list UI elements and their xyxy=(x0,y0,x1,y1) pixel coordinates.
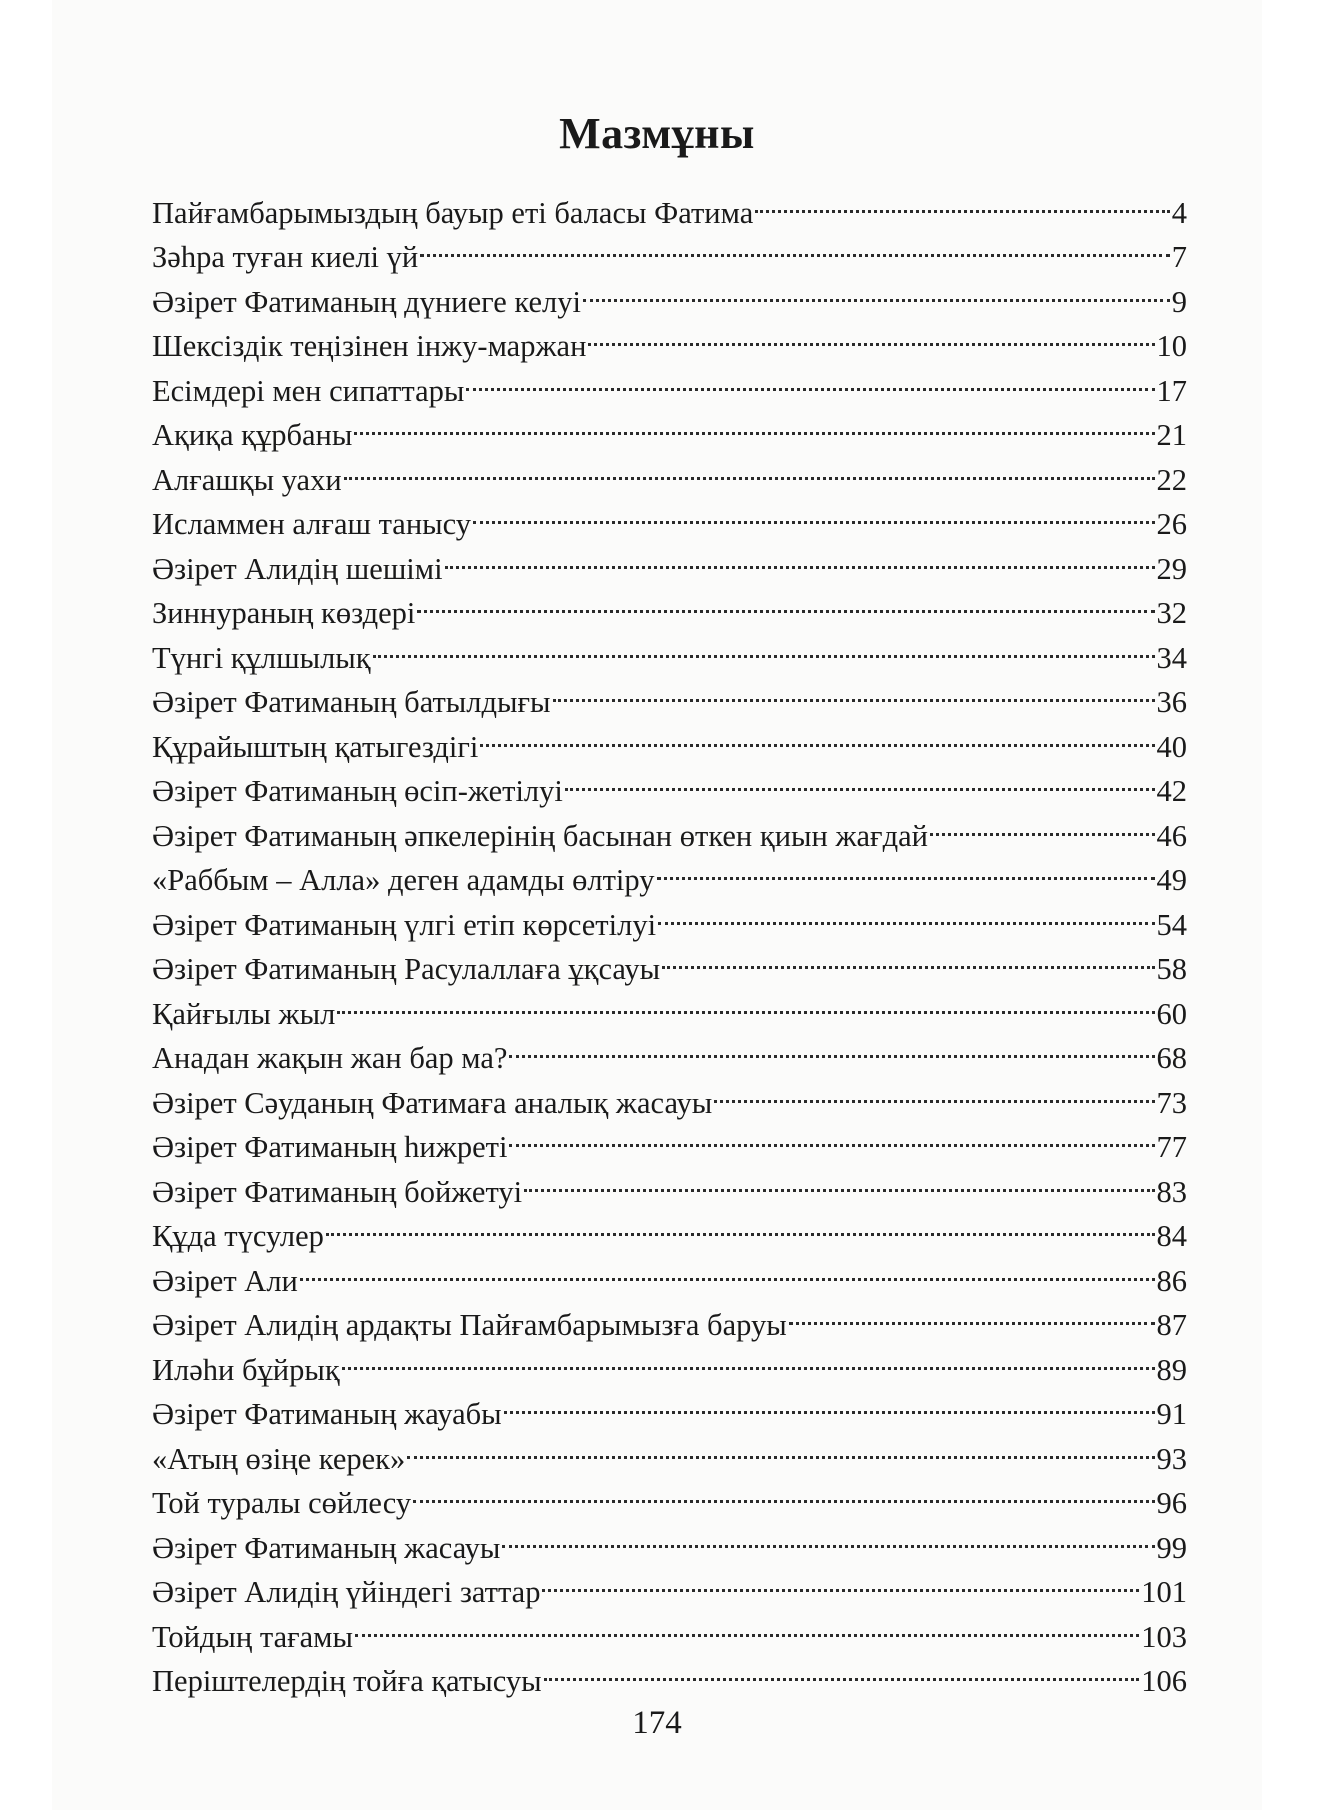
toc-entry-page: 49 xyxy=(1156,863,1187,897)
toc-entry xyxy=(152,1246,1187,1298)
dot-leader xyxy=(445,534,1155,579)
dot-leader xyxy=(588,312,1154,357)
dot-leader xyxy=(417,579,1154,624)
toc-entry-title: Анадан жақын жан бар ма? xyxy=(152,1041,508,1075)
toc-entry-title: «Раббым – Алла» деген адамды өлтіру xyxy=(152,863,655,897)
toc-entry-page: 7 xyxy=(1171,240,1187,274)
toc-entry-title: Әзірет Сәуданың Фатимаға аналық жасауы xyxy=(152,1085,713,1120)
toc-entry-title: Әзірет Фатиманың жауабы xyxy=(152,1397,502,1431)
dot-leader xyxy=(565,757,1155,802)
toc-entry-title: Зәһра туған киелі үй xyxy=(152,240,419,274)
toc-entry-page: 42 xyxy=(1156,774,1187,808)
dot-leader xyxy=(657,846,1155,891)
dot-leader xyxy=(544,1647,1140,1692)
toc-entry-page: 89 xyxy=(1156,1352,1187,1387)
toc-entry-page: 29 xyxy=(1156,551,1187,586)
toc-entry-title: Періштелердің тойға қатысуы xyxy=(152,1664,542,1698)
toc-entry-page: 4 xyxy=(1171,195,1187,230)
toc-entry-page: 84 xyxy=(1156,1219,1187,1253)
toc-entry-title: Зиннураның көздері xyxy=(152,596,416,630)
toc-entry-title: Түнгі құлшылық xyxy=(152,640,371,675)
dot-leader xyxy=(542,1558,1139,1603)
toc-entry-page: 10 xyxy=(1156,329,1187,363)
toc-entry-title: Әзірет Алидің үйіндегі заттар xyxy=(152,1575,541,1609)
toc-entry-page: 87 xyxy=(1156,1308,1187,1342)
toc-entry-title: Тойдың тағамы xyxy=(152,1619,353,1654)
toc-entry-page: 83 xyxy=(1156,1174,1187,1209)
dot-leader xyxy=(502,1513,1154,1558)
toc-entry-page: 91 xyxy=(1156,1397,1187,1431)
toc-entry-page: 21 xyxy=(1156,418,1187,452)
dot-leader xyxy=(337,979,1154,1024)
dot-leader xyxy=(553,668,1155,713)
toc-entry-page: 101 xyxy=(1141,1575,1187,1609)
toc-entry-page: 26 xyxy=(1156,507,1187,541)
contents-heading: Мазмұны xyxy=(559,109,755,158)
toc-entry-title: Әзірет Фатиманың үлгі етіп көрсетілуі xyxy=(152,907,657,942)
dot-leader xyxy=(789,1291,1155,1336)
dot-leader xyxy=(344,445,1155,490)
dot-leader xyxy=(300,1246,1155,1291)
toc-entry-page: 73 xyxy=(1156,1085,1187,1120)
toc-entry-title: Құда түсулер xyxy=(152,1219,324,1253)
toc-entry-page: 96 xyxy=(1156,1486,1187,1520)
toc-entry-title: Той туралы сөйлесу xyxy=(152,1486,412,1520)
toc-entry-title: Есімдері мен сипаттары xyxy=(152,373,465,408)
toc-entry-title: Әзірет Фатиманың дүниеге келуі xyxy=(152,284,581,319)
toc-entry-title: Әзірет Фатиманың жасауы xyxy=(152,1530,501,1565)
dot-leader xyxy=(524,1157,1154,1202)
toc-entry-title: Ақиқа құрбаны xyxy=(152,418,353,452)
dot-leader xyxy=(473,490,1154,535)
dot-leader xyxy=(662,935,1154,980)
toc-entry-title: Әзірет Алидің ардақты Пайғамбарымызға баруы xyxy=(152,1308,787,1342)
toc-entry-page: 93 xyxy=(1156,1441,1187,1476)
toc-entry xyxy=(152,178,1187,230)
toc-entry-title: Иләһи бұйрық xyxy=(152,1352,340,1387)
toc-entry-title: «Атың өзіңе керек» xyxy=(152,1441,406,1476)
toc-entry-page: 17 xyxy=(1156,373,1187,408)
dot-leader xyxy=(509,1024,1154,1069)
toc-entry-title: Алғашқы уахи xyxy=(152,462,342,497)
toc-entry-page: 86 xyxy=(1156,1263,1187,1298)
toc-entry-page: 106 xyxy=(1141,1664,1187,1698)
toc-entry-page: 60 xyxy=(1156,996,1187,1031)
toc-entry-title: Әзірет Фатиманың әпкелерінің басынан өткен қиын жағдай xyxy=(152,818,928,853)
dot-leader xyxy=(373,623,1155,668)
toc-entry-title: Әзірет Фатиманың бойжетуі xyxy=(152,1174,523,1209)
toc-entry-title: Әзірет Фатиманың өсіп-жетілуі xyxy=(152,774,563,808)
book-page xyxy=(52,0,1262,1810)
dot-leader xyxy=(355,1602,1139,1647)
toc-entry-page: 77 xyxy=(1156,1130,1187,1164)
toc-entry xyxy=(152,1291,1187,1342)
toc-entry-page: 22 xyxy=(1156,462,1187,497)
toc-entry-page: 36 xyxy=(1156,685,1187,719)
dot-leader xyxy=(407,1424,1154,1469)
toc-entry-page: 103 xyxy=(1141,1619,1187,1654)
toc-entry-page: 68 xyxy=(1156,1041,1187,1075)
toc-entry-page: 34 xyxy=(1156,640,1187,675)
dot-leader xyxy=(755,178,1170,223)
toc-entry-page: 9 xyxy=(1171,284,1187,319)
toc-entry-title: Пайғамбарымыздың бауыр еті баласы Фатима xyxy=(152,195,754,230)
dot-leader xyxy=(504,1380,1155,1425)
dot-leader xyxy=(509,1113,1154,1158)
dot-leader xyxy=(342,1335,1155,1380)
toc-entry-page: 99 xyxy=(1156,1530,1187,1565)
table-of-contents xyxy=(152,178,1187,1698)
toc-entry-page: 58 xyxy=(1156,952,1187,986)
toc-entry-page: 40 xyxy=(1156,729,1187,764)
toc-entry-title: Исламмен алғаш танысу xyxy=(152,507,472,541)
toc-entry-title: Шексіздік теңізінен інжу-маржан xyxy=(152,329,587,363)
dot-leader xyxy=(658,890,1154,935)
dot-leader xyxy=(326,1202,1155,1247)
dot-leader xyxy=(714,1068,1154,1113)
toc-entry-title: Әзірет Алидің шешімі xyxy=(152,551,443,586)
toc-entry-page: 32 xyxy=(1156,596,1187,630)
toc-entry-page: 46 xyxy=(1156,818,1187,853)
dot-leader xyxy=(354,401,1154,446)
dot-leader xyxy=(583,267,1170,312)
page-number: 174 xyxy=(632,1705,682,1741)
toc-entry-title: Әзірет Фатиманың Расулаллаға ұқсауы xyxy=(152,952,661,986)
dot-leader xyxy=(420,223,1170,268)
toc-entry-title: Әзірет Фатиманың һижреті xyxy=(152,1130,508,1164)
dot-leader xyxy=(466,356,1154,401)
toc-entry-title: Қайғылы жыл xyxy=(152,996,336,1031)
toc-entry-title: Құрайыштың қатыгездігі xyxy=(152,729,479,764)
toc-entry-page: 54 xyxy=(1156,907,1187,942)
dot-leader xyxy=(413,1469,1154,1514)
toc-entry-title: Әзірет Али xyxy=(152,1263,298,1298)
dot-leader xyxy=(930,801,1155,846)
dot-leader xyxy=(480,712,1154,757)
toc-entry-title: Әзірет Фатиманың батылдығы xyxy=(152,685,551,719)
